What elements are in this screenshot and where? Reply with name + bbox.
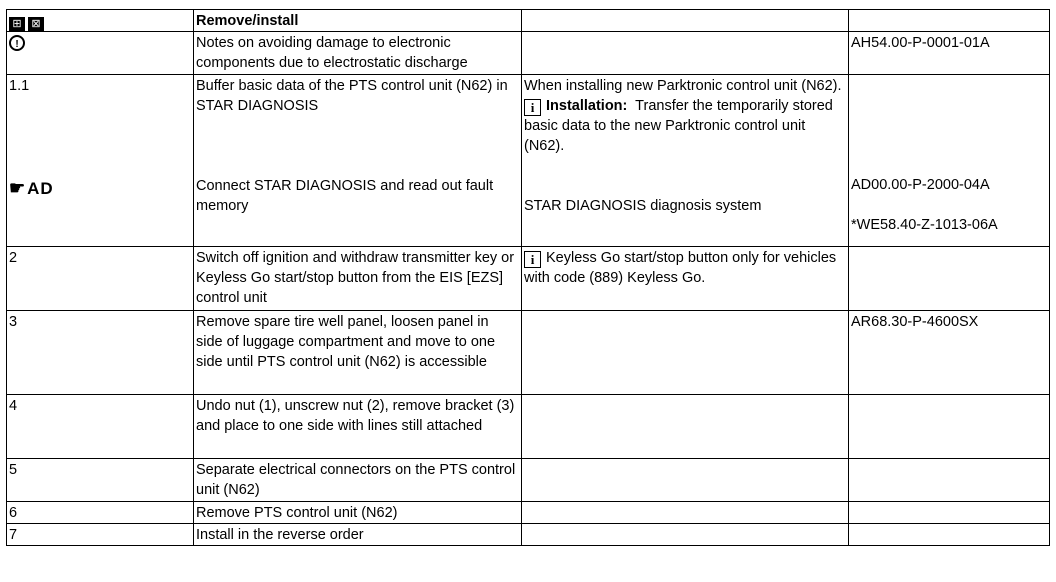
header-row [7,10,1050,32]
ref-cell[interactable]: AR68.30-P-4600SX [849,311,1050,395]
header-empty-note [522,10,849,32]
table-row [7,524,1050,546]
step-cell [7,75,194,247]
installation-label: Installation: [546,98,628,114]
note-cell [522,459,849,502]
action-cell: Install in the reverse order [194,524,522,546]
info-icon: i [524,251,541,268]
note-text: Keyless Go start/stop button only for vehicles with code (889) Keyless Go. [524,250,837,286]
pointing-hand-icon: ☛ [9,178,27,198]
ref-cell [849,502,1050,524]
installation-text: Transfer the temporarily stored basic data to the new Parktronic control unit (N62). [524,98,833,154]
table-row [7,75,1050,247]
note-cell [522,311,849,395]
note-cell [522,247,849,311]
action-cell: Remove spare tire well panel, loosen panel in side of luggage compartment and move to one side until PTS control unit (N62) is accessible [194,311,522,395]
installation-note [524,96,846,156]
sub-action-text: Connect STAR DIAGNOSIS and read out fault memory [196,178,494,214]
action-cell [194,75,522,247]
ad-diagnosis-icon: ☛AD [9,178,54,198]
note-cell [522,502,849,524]
table-row [7,311,1050,395]
ref-cell [849,524,1050,546]
ref-cell [849,459,1050,502]
ref-link[interactable]: *WE58.40-Z-1013-06A [851,217,998,233]
action-text: Buffer basic data of the PTS control unit (N62) in STAR DIAGNOSIS [196,78,508,114]
note-cell [522,395,849,459]
header-icons-cell [7,10,194,32]
action-cell: Remove PTS control unit (N62) [194,502,522,524]
action-cell: Notes on avoiding damage to electronic components due to electrostatic discharge [194,32,522,75]
step-cell [7,32,194,75]
note-cell [522,32,849,75]
step-number: 1.1 [9,78,30,94]
step-number: 5 [7,459,194,502]
ref-cell [849,247,1050,311]
expand-icon[interactable]: ⊞ [9,17,25,31]
note-cell [522,75,849,247]
step-number: 3 [7,311,194,395]
step-number: 6 [7,502,194,524]
action-cell: Switch off ignition and withdraw transmitter key or Keyless Go start/stop button from the EIS [EZS] control unit [194,247,522,311]
table-row [7,32,1050,75]
ref-cell [849,75,1050,247]
header-title: Remove/install [194,10,522,32]
note-cell [522,524,849,546]
step-number: 7 [7,524,194,546]
table-row [7,459,1050,502]
table-row [7,395,1050,459]
info-icon: i [524,99,541,116]
ref-cell[interactable]: AH54.00-P-0001-01A [849,32,1050,75]
table-row [7,502,1050,524]
header-empty-ref [849,10,1050,32]
note-intro: When installing new Parktronic control unit (N62). [524,78,842,94]
procedure-table [6,9,1050,546]
step-number: 2 [7,247,194,311]
table-row [7,247,1050,311]
ref-link[interactable]: AD00.00-P-2000-04A [851,177,990,193]
step-number: 4 [7,395,194,459]
action-cell: Undo nut (1), unscrew nut (2), remove bracket (3) and place to one side with lines still attached [194,395,522,459]
esd-warning-icon: ! [9,35,25,51]
sub-note-text: STAR DIAGNOSIS diagnosis system [524,198,762,214]
action-cell: Separate electrical connectors on the PTS control unit (N62) [194,459,522,502]
collapse-icon[interactable]: ⊠ [28,17,44,31]
ref-cell [849,395,1050,459]
